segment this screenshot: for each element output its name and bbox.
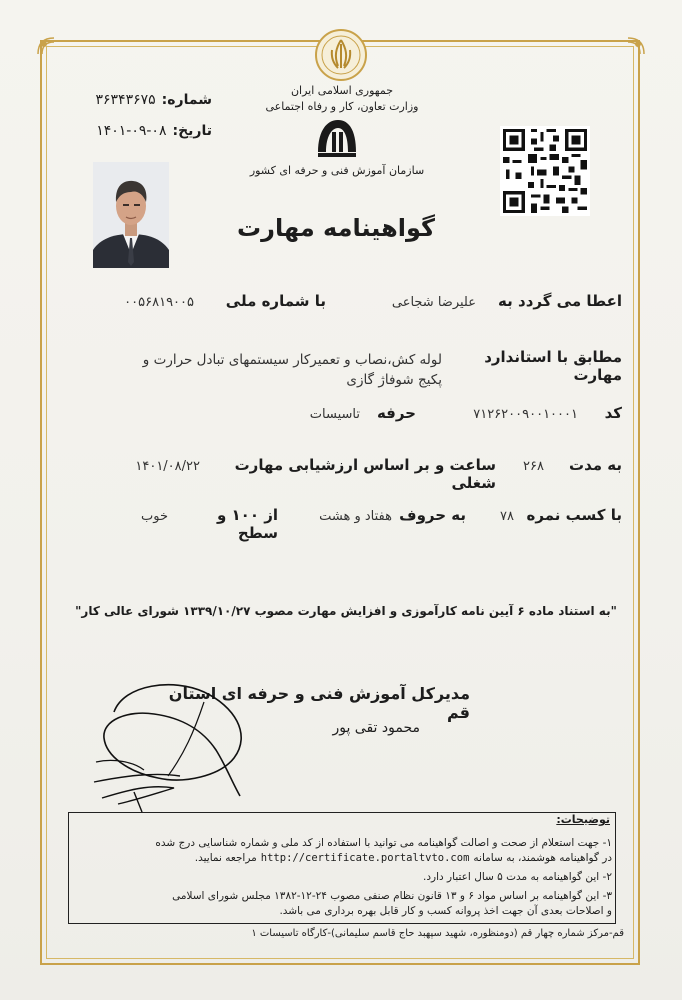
recipient-label: اعطا می گردد به bbox=[498, 292, 622, 310]
duration-label: به مدت bbox=[569, 456, 622, 474]
standard-line-1: لوله کش،نصاب و تعمیرکار سیستمهای تبادل حرارت و bbox=[142, 352, 442, 368]
trade-label: حرفه bbox=[376, 404, 416, 422]
score-label: با کسب نمره bbox=[526, 506, 622, 524]
qr-code[interactable] bbox=[500, 126, 590, 216]
note-3-line-2: و اصلاحات بعدی آن جهت اخذ پروانه کسب و کار قابل بهره برداری می باشد. bbox=[279, 905, 612, 917]
signature bbox=[84, 672, 254, 812]
number-label: شماره: bbox=[161, 92, 212, 108]
issuing-center: قم-مرکز شماره چهار قم (دومنظوره، شهید سپهبد حاج قاسم سلیمانی)-کارگاه تاسیسات ۱ bbox=[251, 928, 624, 939]
standard-label: مطابق با استاندارد مهارت bbox=[484, 348, 622, 384]
assessment-date: ۱۴۰۱/۰۸/۲۲ bbox=[135, 459, 200, 474]
note-2: ۲- این گواهینامه به مدت ۵ سال اعتبار دارد. bbox=[423, 871, 612, 883]
signatory-title: مدیرکل آموزش فنی و حرفه ای استان قم bbox=[168, 684, 470, 722]
notes-heading: توضیحات: bbox=[556, 813, 610, 826]
date-value: ۱۴۰۱-۰۹-۰۸ bbox=[96, 123, 167, 139]
code-label: کد bbox=[604, 404, 622, 422]
certificate-number bbox=[90, 92, 212, 108]
code-value: ۷۱۲۶۲۰۰۹۰۰۱۰۰۰۱ bbox=[473, 407, 578, 422]
note-1-line-2 bbox=[72, 851, 612, 866]
iran-emblem-icon bbox=[314, 28, 368, 82]
verification-url[interactable]: http://certificate.portaltvto.com bbox=[260, 852, 470, 864]
duration-text: ساعت و بر اساس ارزشیابی مهارت شغلی bbox=[234, 456, 496, 492]
standard-line-2: پکیج شوفاژ گازی bbox=[346, 372, 442, 388]
portrait-photo bbox=[93, 162, 169, 268]
score-words-label: به حروف bbox=[399, 506, 466, 524]
organization-name: سازمان آموزش فنی و حرفه ای کشور bbox=[249, 164, 425, 177]
score-words: هفتاد و هشت bbox=[319, 509, 392, 524]
note-3-line-1: ۳- این گواهینامه بر اساس مواد ۶ و ۱۳ قانون نظام صنفی مصوب ۲۴-۱۲-۱۳۸۲ مجلس شورای اسلامی bbox=[172, 890, 612, 902]
certificate-title: گواهینامه مهارت bbox=[237, 214, 435, 242]
score-value: ۷۸ bbox=[500, 509, 514, 524]
signatory-name: محمود تقی پور bbox=[332, 720, 420, 736]
date-label: تاریخ: bbox=[172, 123, 212, 139]
note-1-line-1: ۱- جهت استعلام از صحت و اصالت گواهینامه می توانید با استفاده از کد ملی و شماره شناسایی درج شده bbox=[155, 837, 612, 849]
ministry-name: وزارت تعاون، کار و رفاه اجتماعی bbox=[265, 100, 419, 113]
recipient-name: علیرضا شجاعی bbox=[391, 295, 476, 310]
number-value: ۳۶۳۴۳۶۷۵ bbox=[95, 92, 156, 108]
national-id-value: ۰۰۵۶۸۱۹۰۰۵ bbox=[124, 295, 194, 310]
country-name: جمهوری اسلامی ایران bbox=[290, 84, 394, 97]
score-level: خوب bbox=[141, 509, 168, 524]
legal-reference: "به استناد ماده ۶ آیین نامه کارآموزی و افزایش مهارت مصوب ۱۳۳۹/۱۰/۲۷ شورای عالی کار" bbox=[75, 604, 617, 618]
corner-ornament-icon bbox=[34, 34, 74, 74]
tvto-logo-icon bbox=[312, 114, 362, 160]
note-1-end: مراجعه نمایید. bbox=[194, 852, 257, 864]
trade-value: تاسیسات bbox=[309, 407, 360, 422]
score-of-label: از ۱۰۰ و سطح bbox=[216, 506, 278, 542]
corner-ornament-icon bbox=[608, 34, 648, 74]
certificate-date bbox=[84, 123, 212, 139]
national-id-label: با شماره ملی bbox=[225, 292, 326, 310]
duration-hours: ۲۶۸ bbox=[523, 459, 544, 474]
note-1-text: در گواهینامه هوشمند، به سامانه bbox=[473, 852, 612, 864]
